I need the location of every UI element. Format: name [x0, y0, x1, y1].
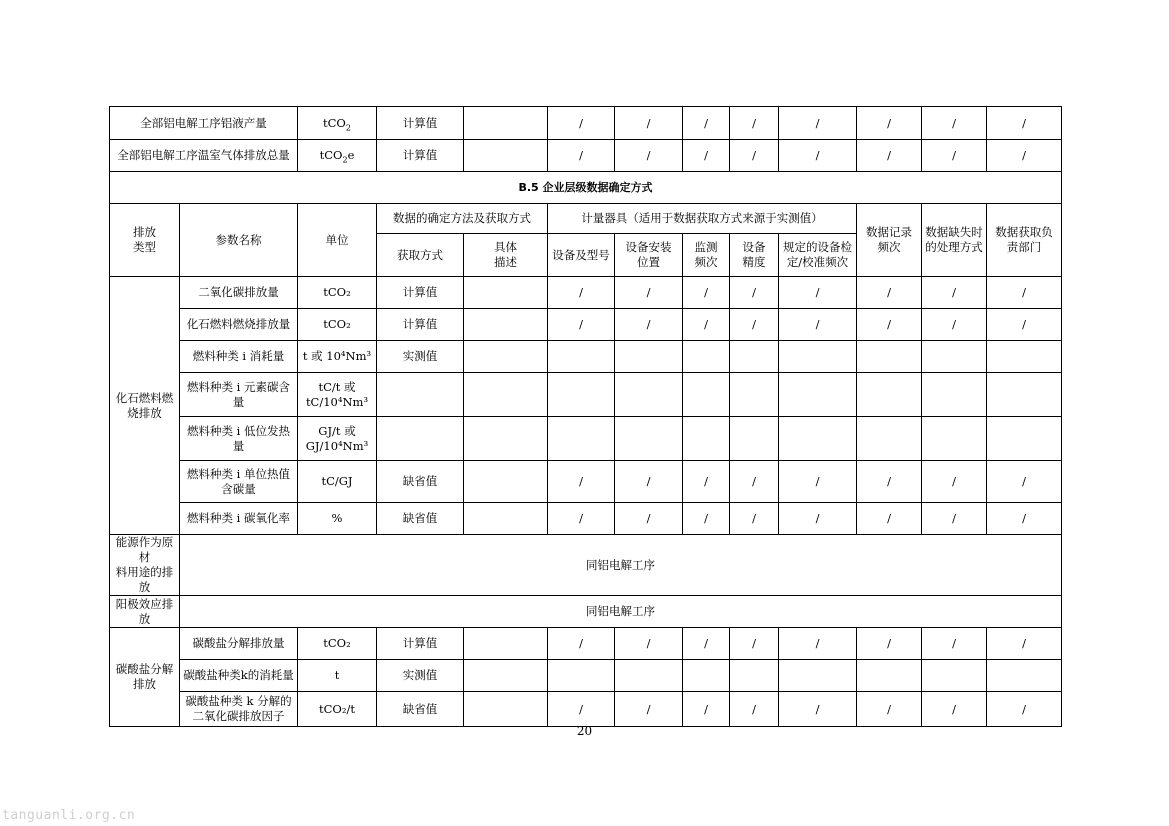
slash-cell: / — [615, 503, 683, 535]
slash-cell — [730, 341, 779, 373]
slash-cell — [683, 660, 730, 692]
slash-cell: / — [683, 692, 730, 727]
slash-cell — [615, 660, 683, 692]
slash-cell — [987, 417, 1062, 461]
header-record-freq: 数据记录 频次 — [857, 204, 922, 277]
slash-cell — [857, 341, 922, 373]
slash-cell: / — [987, 461, 1062, 503]
slash-cell — [922, 660, 987, 692]
emission-type: 化石燃料燃 烧排放 — [110, 277, 180, 535]
slash-cell: / — [683, 503, 730, 535]
method-cell: 计算值 — [377, 628, 464, 660]
slash-cell: / — [548, 503, 615, 535]
param-name: 化石燃料燃烧排放量 — [180, 309, 298, 341]
unit-cell: tCO₂ — [298, 628, 377, 660]
watermark: tanguanli.org.cn — [2, 808, 136, 823]
slash-cell: / — [548, 628, 615, 660]
unit-cell: tC/t 或 tC/10⁴Nm³ — [298, 373, 377, 417]
slash-cell: / — [730, 461, 779, 503]
unit-tail: e — [347, 148, 355, 162]
header-monitor-freq: 监测 频次 — [683, 234, 730, 277]
emission-type: 碳酸盐分解 排放 — [110, 628, 180, 727]
table-row — [110, 107, 1062, 140]
param-name: 燃料种类 i 低位发热量 — [180, 417, 298, 461]
slash-cell: / — [922, 461, 987, 503]
slash-cell: / — [857, 309, 922, 341]
unit-cell: t — [298, 660, 377, 692]
desc-cell — [464, 417, 548, 461]
desc-cell — [464, 277, 548, 309]
slash-cell: / — [683, 107, 730, 140]
header-location: 设备安装 位置 — [615, 234, 683, 277]
unit-cell: % — [298, 503, 377, 535]
slash-cell: / — [922, 277, 987, 309]
slash-cell — [548, 417, 615, 461]
slash-cell: / — [683, 461, 730, 503]
slash-cell: / — [779, 277, 857, 309]
slash-cell — [857, 373, 922, 417]
slash-cell: / — [548, 309, 615, 341]
unit-cell: tCO₂ — [298, 277, 377, 309]
slash-cell: / — [779, 461, 857, 503]
slash-cell: / — [730, 309, 779, 341]
table-row — [110, 596, 1062, 628]
desc-cell — [464, 140, 548, 172]
param-name: 燃料种类 i 消耗量 — [180, 341, 298, 373]
method-cell: 缺省值 — [377, 692, 464, 727]
slash-cell: / — [857, 628, 922, 660]
slash-cell — [779, 373, 857, 417]
desc-cell — [464, 692, 548, 727]
method-cell: 计算值 — [377, 107, 464, 140]
desc-cell — [464, 628, 548, 660]
slash-cell: / — [857, 277, 922, 309]
table-row — [110, 341, 1062, 373]
param-name: 碳酸盐种类k的消耗量 — [180, 660, 298, 692]
table-row — [110, 461, 1062, 503]
header-calib: 规定的设备检 定/校准频次 — [779, 234, 857, 277]
param-name: 燃料种类 i 元素碳含量 — [180, 373, 298, 417]
slash-cell: / — [779, 107, 857, 140]
slash-cell: / — [683, 277, 730, 309]
method-cell: 实测值 — [377, 660, 464, 692]
slash-cell: / — [730, 692, 779, 727]
table-row — [110, 503, 1062, 535]
header-precision: 设备 精度 — [730, 234, 779, 277]
slash-cell: / — [615, 277, 683, 309]
param-name: 全部铝电解工序铝液产量 — [110, 107, 298, 140]
slash-cell: / — [615, 628, 683, 660]
desc-cell — [464, 309, 548, 341]
slash-cell: / — [857, 692, 922, 727]
slash-cell: / — [615, 692, 683, 727]
emission-type: 能源作为原材 料用途的排放 — [110, 535, 180, 596]
method-cell: 缺省值 — [377, 503, 464, 535]
header-param: 参数名称 — [180, 204, 298, 277]
slash-cell: / — [779, 628, 857, 660]
unit-cell: t 或 10⁴Nm³ — [298, 341, 377, 373]
param-name: 燃料种类 i 碳氧化率 — [180, 503, 298, 535]
slash-cell — [987, 341, 1062, 373]
slash-cell: / — [548, 140, 615, 172]
header-method: 获取方式 — [377, 234, 464, 277]
header-missing: 数据缺失时 的处理方式 — [922, 204, 987, 277]
slash-cell — [857, 660, 922, 692]
slash-cell: / — [548, 277, 615, 309]
slash-cell — [730, 373, 779, 417]
slash-cell: / — [922, 140, 987, 172]
slash-cell: / — [987, 309, 1062, 341]
slash-cell: / — [857, 503, 922, 535]
slash-cell: / — [857, 140, 922, 172]
slash-cell: / — [548, 461, 615, 503]
slash-cell: / — [730, 628, 779, 660]
section-title: B.5 企业层级数据确定方式 — [110, 172, 1062, 204]
table-row — [110, 535, 1062, 596]
slash-cell: / — [615, 461, 683, 503]
slash-cell — [683, 417, 730, 461]
table-row — [110, 692, 1062, 727]
slash-cell: / — [987, 140, 1062, 172]
header-method-group: 数据的确定方法及获取方式 — [377, 204, 548, 234]
slash-cell: / — [987, 692, 1062, 727]
slash-cell — [987, 660, 1062, 692]
same-as-note: 同铝电解工序 — [180, 535, 1062, 596]
slash-cell — [779, 660, 857, 692]
slash-cell — [730, 417, 779, 461]
slash-cell — [548, 660, 615, 692]
slash-cell — [615, 373, 683, 417]
header-row — [110, 204, 1062, 234]
slash-cell: / — [548, 107, 615, 140]
unit-cell: tCO₂/t — [298, 692, 377, 727]
emission-type: 阳极效应排放 — [110, 596, 180, 628]
header-type: 排放 类型 — [110, 204, 180, 277]
param-name: 二氧化碳排放量 — [180, 277, 298, 309]
slash-cell — [779, 417, 857, 461]
method-cell: 计算值 — [377, 277, 464, 309]
slash-cell: / — [683, 309, 730, 341]
slash-cell: / — [615, 107, 683, 140]
desc-cell — [464, 107, 548, 140]
slash-cell — [987, 373, 1062, 417]
table-row — [110, 140, 1062, 172]
slash-cell: / — [615, 140, 683, 172]
method-cell: 计算值 — [377, 309, 464, 341]
slash-cell: / — [922, 503, 987, 535]
header-desc: 具体 描述 — [464, 234, 548, 277]
header-model: 设备及型号 — [548, 234, 615, 277]
method-cell: 实测值 — [377, 341, 464, 373]
slash-cell — [615, 417, 683, 461]
slash-cell: / — [730, 277, 779, 309]
table-body — [110, 107, 1062, 727]
table-row — [110, 373, 1062, 417]
unit-text: tCO — [323, 115, 346, 130]
table-row — [110, 628, 1062, 660]
param-name: 碳酸盐分解排放量 — [180, 628, 298, 660]
unit-subscript: 2 — [345, 122, 351, 132]
method-cell: 缺省值 — [377, 461, 464, 503]
slash-cell: / — [683, 140, 730, 172]
slash-cell: / — [922, 107, 987, 140]
unit-cell: tCO₂ — [298, 309, 377, 341]
unit-subscript: 2 — [342, 155, 348, 165]
section-row — [110, 172, 1062, 204]
method-cell: 计算值 — [377, 140, 464, 172]
slash-cell: / — [987, 277, 1062, 309]
page-number: 20 — [576, 724, 593, 738]
desc-cell — [464, 461, 548, 503]
slash-cell — [615, 341, 683, 373]
table-row — [110, 417, 1062, 461]
slash-cell: / — [922, 628, 987, 660]
param-name: 全部铝电解工序温室气体排放总量 — [110, 140, 298, 172]
slash-cell — [548, 373, 615, 417]
slash-cell: / — [779, 309, 857, 341]
slash-cell: / — [779, 692, 857, 727]
slash-cell — [683, 373, 730, 417]
slash-cell: / — [730, 140, 779, 172]
header-meter-group: 计量器具（适用于数据获取方式来源于实测值） — [548, 204, 857, 234]
slash-cell: / — [922, 309, 987, 341]
slash-cell — [922, 341, 987, 373]
slash-cell: / — [987, 628, 1062, 660]
method-cell — [377, 373, 464, 417]
unit-cell: GJ/t 或 GJ/10⁴Nm³ — [298, 417, 377, 461]
slash-cell: / — [730, 107, 779, 140]
unit-cell: tC/GJ — [298, 461, 377, 503]
table-row — [110, 660, 1062, 692]
slash-cell: / — [683, 628, 730, 660]
method-cell — [377, 417, 464, 461]
desc-cell — [464, 341, 548, 373]
param-name: 燃料种类 i 单位热值 含碳量 — [180, 461, 298, 503]
header-unit: 单位 — [298, 204, 377, 277]
slash-cell — [730, 660, 779, 692]
slash-cell: / — [779, 503, 857, 535]
slash-cell: / — [615, 309, 683, 341]
table-row — [110, 309, 1062, 341]
slash-cell: / — [922, 692, 987, 727]
unit-cell — [298, 140, 377, 172]
desc-cell — [464, 373, 548, 417]
slash-cell — [548, 341, 615, 373]
slash-cell — [922, 373, 987, 417]
param-name: 碳酸盐种类 k 分解的 二氧化碳排放因子 — [180, 692, 298, 727]
slash-cell: / — [857, 461, 922, 503]
same-as-note: 同铝电解工序 — [180, 596, 1062, 628]
slash-cell — [779, 341, 857, 373]
slash-cell: / — [987, 107, 1062, 140]
slash-cell: / — [857, 107, 922, 140]
slash-cell — [857, 417, 922, 461]
slash-cell — [922, 417, 987, 461]
slash-cell: / — [730, 503, 779, 535]
unit-text: tCO — [319, 148, 343, 162]
slash-cell: / — [987, 503, 1062, 535]
header-dept: 数据获取负 责部门 — [987, 204, 1062, 277]
slash-cell — [683, 341, 730, 373]
unit-cell — [298, 107, 377, 140]
slash-cell: / — [548, 692, 615, 727]
table-row — [110, 277, 1062, 309]
desc-cell — [464, 503, 548, 535]
slash-cell: / — [779, 140, 857, 172]
desc-cell — [464, 660, 548, 692]
enterprise-data-table — [109, 106, 1062, 727]
